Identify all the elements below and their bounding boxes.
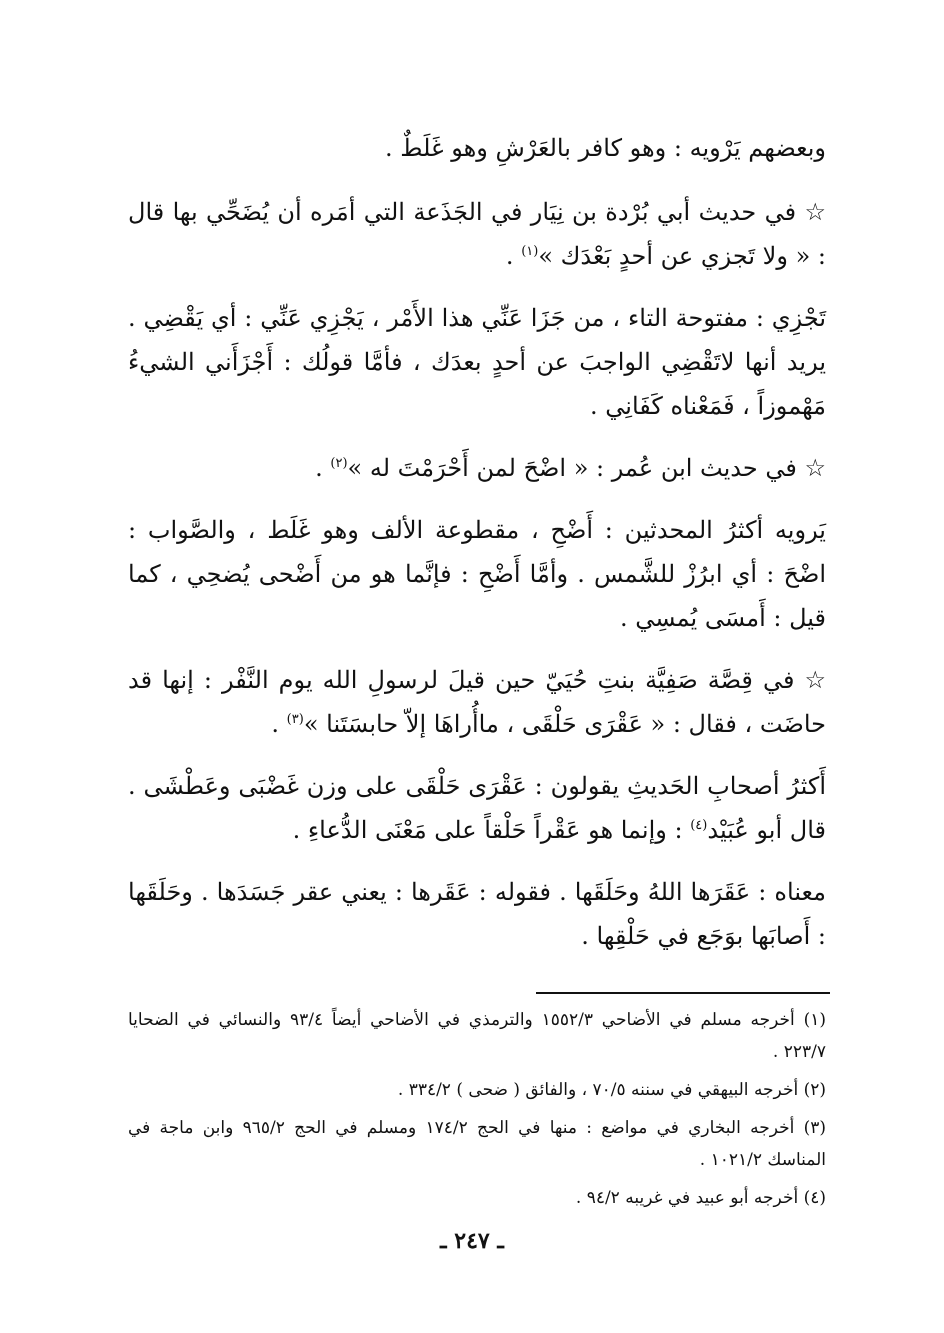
footnote-3: (٣) أخرجه البخاري في مواضع : منها في الحج ١٧٤/٢ ومسلم في الحج ٩٦٥/٢ وابن ماجة في المناسك ١٠٢١/٢ . xyxy=(128,1118,826,1170)
footnote-ref-3: (٣) xyxy=(286,712,304,727)
paragraph-3 xyxy=(128,296,826,428)
footnote-ref-2: (٢) xyxy=(330,456,348,471)
paragraph-4-tail: . xyxy=(315,454,331,482)
footnote-4: (٤) أخرجه أبو عبيد في غريبه ٩٤/٢ . xyxy=(575,1188,826,1208)
paragraph-5-text: يَرويه أكثرُ المحدثين : أَضْحِ ، مقطوعة الألف وهو غَلَط ، والصَّواب : اضْحَ : أي ابرُزْ للشَّمس . وأمَّا أَضْحِ : فإنَّما هو من أَضْحى يُضحِي ، كما قيل : أَمسَى يُمسِي . xyxy=(128,516,826,632)
paragraph-4-text: ☆ في حديث ابن عُمر : « اضْحَ لمن أَحْرَمْتَ له » xyxy=(347,454,826,482)
paragraph-1 xyxy=(128,126,826,170)
footnote-1: (١) أخرجه مسلم في الأضاحي ١٥٥٢/٣ والترمذي في الأضاحي أيضاً ٩٣/٤ والنسائي في الضحايا ٢٢٣/٧ . xyxy=(128,1010,826,1062)
footnotes xyxy=(128,1004,826,1220)
paragraph-6 xyxy=(128,658,826,746)
paragraph-2-tail: . xyxy=(505,242,522,270)
paragraph-8-text: معناه : عَقَرَها اللهُ وحَلَقَها . فقوله : عَقَرها : يعني عقر جَسَدَها . وحَلَقَها : أَصابَها بوَجَع في حَلْقِها . xyxy=(128,878,826,950)
footnote-ref-4: (٤) xyxy=(690,818,708,833)
paragraph-7 xyxy=(128,764,826,852)
paragraph-1-text: وبعضهم يَرْويه : وهو كافر بالعَرْشِ وهو غَلَطٌ . xyxy=(385,134,826,162)
main-text xyxy=(128,126,826,976)
footnote-divider xyxy=(536,992,830,994)
paragraph-2 xyxy=(128,190,826,278)
paragraph-8 xyxy=(128,870,826,958)
paragraph-3-text: تَجْزِي : مفتوحة التاء ، من جَزَا عَنِّي هذا الأَمْر ، يَجْزِي عَنِّي : أي يَقْضِي . يريد أنها لاتَقْضِي الواجبَ عن أحدٍ بعدَك ، فأمَّا قولُك : أَجْزَأَني الشيءُ مَهْموزاً ، فَمَعْناه كَفَانِي . xyxy=(128,304,826,420)
paragraph-7-text: أَكثرُ أصحابِ الحَديثِ يقولون : عَقْرَى حَلْقَى على وزن غَضْبَى وعَطْشَى . قال أبو عُبَيْد xyxy=(128,772,826,844)
paragraph-2-text: ☆ في حديث أبي بُرْدة بن نِيَار في الجَذَعة التي أمَره أن يُضَحِّي بها قال : « ولا تَجزي عن أحدٍ بَعْدَك » xyxy=(128,198,826,270)
paragraph-5 xyxy=(128,508,826,640)
paragraph-6-text: ☆ في قِصَّة صَفِيَّة بنتِ حُيَيّ حين قيلَ لرسولِ الله يوم النَّفْر : إنها قد حاضَت ، فقال : « عَقْرَى حَلْقَى ، ماأُراهَا إلاّ حابسَتَنا » xyxy=(128,666,826,738)
footnote-2: (٢) أخرجه البيهقي في سننه ٧٠/٥ ، والفائق ( ضحى ) ٣٣٤/٢ . xyxy=(397,1080,826,1100)
paragraph-6-tail: . xyxy=(271,710,287,738)
page-number: ـ ٢٤٧ ـ xyxy=(440,1228,504,1254)
footnote-ref-1: (١) xyxy=(521,244,539,259)
paragraph-4 xyxy=(128,446,826,490)
paragraph-7-tail: : وإنما هو عَقْراً حَلْقاً على مَعْنَى الدُّعاءِ . xyxy=(292,816,691,844)
